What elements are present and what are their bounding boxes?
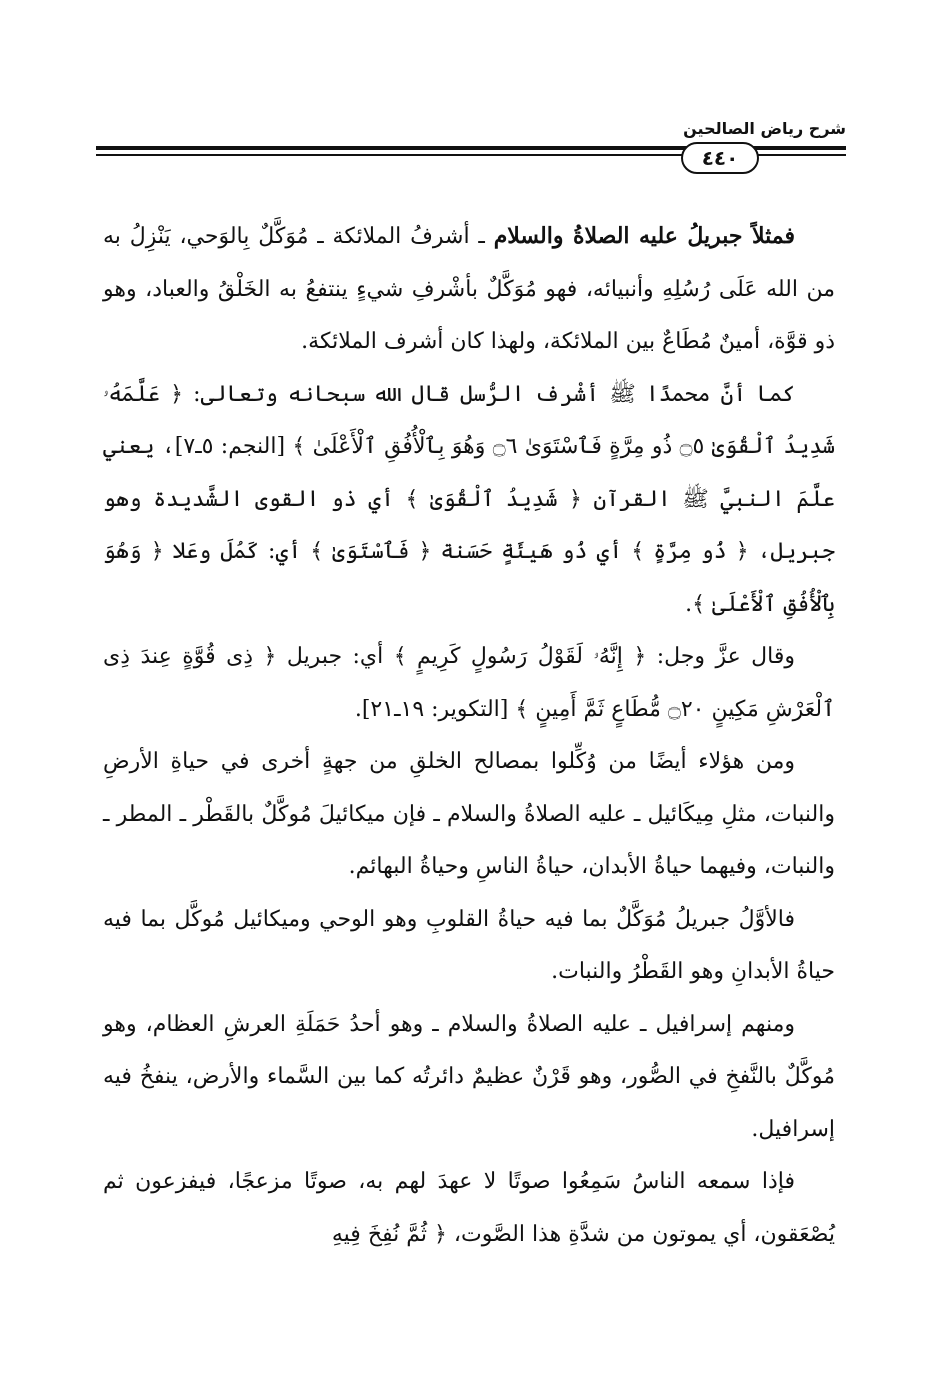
paragraph — [103, 631, 835, 736]
paragraph — [103, 894, 835, 999]
paragraph — [103, 369, 835, 632]
paragraph — [103, 210, 835, 369]
paragraph — [103, 1156, 835, 1261]
paragraph-text: ومنهم إسرافيل ـ عليه الصلاةُ والسلام ـ وهو أحدُ حَمَلَةِ العرشِ العظام، وهو مُوكَّلٌ بالنَّفخِ في الصُّور، وهو قَرْنٌ عظيمٌ دائرتُه كما بين السَّماء والأرض، ينفخُ فيه إسرافيل. — [103, 1011, 835, 1142]
book-title: شرح رياض الصالحين — [683, 119, 846, 138]
paragraph-text: كما أنَّ محمدًا ﷺ أشْرف الرُّسل قال الله سبحانه وتعالى: ﴿ عَلَّمَهُۥ شَدِيدُ ٱلْقُوَىٰ ۝٥ ذُو مِرَّةٍ فَٱسْتَوَىٰ ۝٦ وَهُوَ بِٱلْأُفُقِ ٱلْأَعْلَىٰ ﴾ [النجم: ٥ـ٧]، يعني علَّمَ النبيَّ ﷺ القرآن ﴿ شَدِيدُ ٱلْقُوَىٰ ﴾ أي ذو القوى الشَّديدة وهو جبريل، ﴿ ذُو مِرَّةٍ ﴾ أي ذُو هَيئَةٍ حَسَنة ﴿ فَٱسْتَوَىٰ ﴾ أي: كَمُلَ وعَلا ﴿ وَهُوَ بِٱلْأُفُقِ ٱلْأَعْلَىٰ ﴾. — [103, 381, 835, 617]
paragraph-text: فإذا سمعه الناسُ سَمِعُوا صوتًا لا عهدَ لهم به، صوتًا مزعجًا، فيفزعون ثم يُصْعَقون، أي يموتون من شدَّةِ هذا الصَّوت، ﴿ ثُمَّ نُفِخَ فِيهِ — [103, 1169, 835, 1247]
page-number: ٤٤٠ — [681, 142, 759, 174]
paragraph-text: فالأوَّلُ جبريلُ مُوَكَّلٌ بما فيه حياةُ القلوبِ وهو الوحي وميكائيل مُوكَّل بما فيه حياةُ الأبدانِ وهو القَطْرُ والنبات. — [103, 906, 835, 984]
paragraph-text: ومن هؤلاء أيضًا من وُكِّلوا بمصالح الخلقِ من جهةٍ أخرى في حياةِ الأرضِ والنبات، مثلِ مِيكَائيل ـ عليه الصلاةُ والسلام ـ فإن ميكائيلَ مُوكَّلٌ بالقَطْر ـ المطر ـ والنبات، وفيهما حياةُ الأبدان، حياةُ الناسِ وحياةُ البهائم. — [103, 749, 835, 879]
paragraph — [103, 736, 835, 894]
paragraph-text: ـ أشرفُ الملائكة ـ مُوَكَّلٌ بِالوَحي، يَنْزِلُ به من الله عَلَى رُسُلِهِ وأنبيائه، فهو مُوَكَّلٌ بأشْرفِ شيءٍ ينتفعُ به الخَلْقُ والعباد، وهو ذو قوَّة، أمينٌ مُطَاعٌ بين الملائكة، ولهذا كان أشرف الملائكة. — [103, 224, 835, 354]
paragraph — [103, 999, 835, 1157]
page-body — [103, 210, 835, 1261]
paragraph-text: وقال عزَّ وجل: ﴿ إِنَّهُۥ لَقَوْلُ رَسُولٍ كَرِيمٍ ﴾ أي: جبريل ﴿ ذِى قُوَّةٍ عِندَ ذِى ٱلْعَرْشِ مَكِينٍ ۝٢٠ مُّطَاعٍ ثَمَّ أَمِينٍ ﴾ [التكوير: ١٩ـ٢١]. — [103, 644, 835, 722]
page-header — [96, 115, 846, 185]
paragraph-lead: فمثلاً جبريلُ عليه الصلاةُ والسلام — [493, 223, 795, 249]
